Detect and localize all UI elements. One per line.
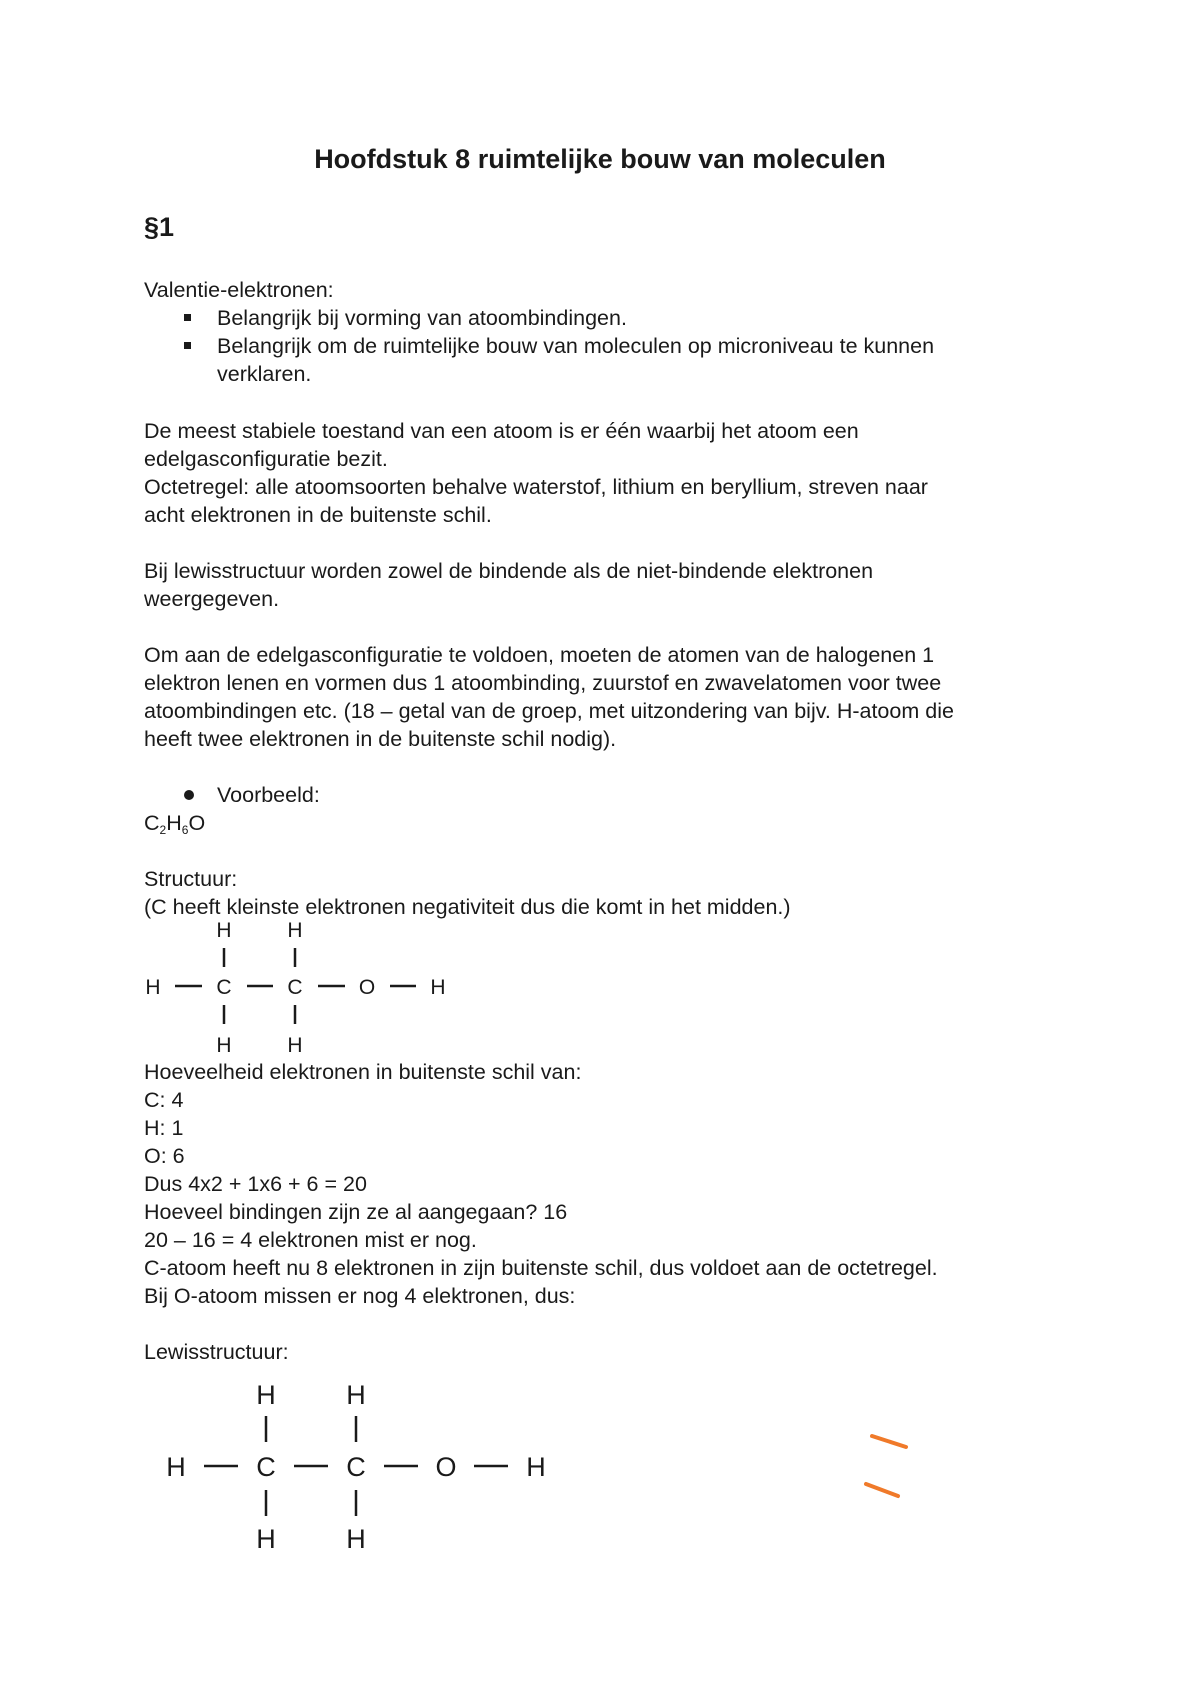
- calc-c: C: 4: [144, 1088, 184, 1112]
- calc-o: O: 6: [144, 1144, 185, 1168]
- paragraph-stabiel-1: De meest stabiele toestand van een atoom is er één waarbij het atoom een: [144, 419, 859, 443]
- lewis-atom-o: O: [435, 1452, 457, 1482]
- paragraph-edelgas-1: Om aan de edelgasconfiguratie te voldoen, moeten de atomen van de halogenen 1: [144, 643, 935, 667]
- lewis-atom-h-right: H: [526, 1452, 546, 1482]
- atom-c-1: C: [216, 976, 232, 999]
- calc-sum: Dus 4x2 + 1x6 + 6 = 20: [144, 1172, 367, 1196]
- calc-o-atom: Bij O-atoom missen er nog 4 elektronen, dus:: [144, 1284, 576, 1308]
- page-title: Hoofdstuk 8 ruimtelijke bouw van moleculen: [314, 144, 886, 174]
- lone-pair-mark-2: [866, 1484, 898, 1496]
- atom-h-top-2: H: [287, 919, 303, 942]
- list-item: Voorbeeld:: [144, 781, 1079, 809]
- atom-h-top-1: H: [216, 919, 232, 942]
- calc-bonds: Hoeveel bindingen zijn ze al aangegaan? 16: [144, 1200, 568, 1224]
- atom-h-bottom-2: H: [287, 1034, 303, 1057]
- calc-h: H: 1: [144, 1116, 184, 1140]
- list-item: Belangrijk bij vorming van atoombindingen.: [144, 304, 1079, 332]
- atom-h-right: H: [430, 976, 446, 999]
- atom-h-left: H: [145, 976, 161, 999]
- paragraph-edelgas-4: heeft twee elektronen in de buitenste schil nodig).: [144, 727, 617, 751]
- structuur-label: Structuur:: [144, 867, 238, 891]
- atom-o: O: [358, 976, 376, 999]
- list-item: Belangrijk om de ruimtelijke bouw van moleculen op microniveau te kunnen: [144, 332, 1079, 360]
- formula: $C_2H_6O$: [144, 811, 206, 837]
- paragraph-octet-1: Octetregel: alle atoomsoorten behalve waterstof, lithium en beryllium, streven naar: [144, 475, 928, 499]
- round-bullet-icon: [184, 790, 194, 800]
- voorbeeld-list: [144, 781, 1079, 809]
- section-heading: §1: [144, 212, 175, 242]
- paragraph-edelgas-3: atoombindingen etc. (18 – getal van de groep, met uitzondering van bijv. H-atoom die: [144, 699, 954, 723]
- calc-c-atom: C-atoom heeft nu 8 elektronen in zijn buitenste schil, dus voldoet aan de octetregel.: [144, 1256, 938, 1280]
- valentie-list: [144, 304, 1079, 388]
- lewis-atom-c-1: C: [256, 1452, 276, 1482]
- paragraph-stabiel-2: edelgasconfiguratie bezit.: [144, 447, 388, 471]
- lewis-atom-c-2: C: [346, 1452, 366, 1482]
- atom-c-2: C: [287, 976, 303, 999]
- valentie-heading: Valentie-elektronen:: [144, 278, 334, 302]
- square-bullet-icon: [184, 314, 191, 321]
- lewis-atom-h-top-2: H: [346, 1380, 366, 1410]
- paragraph-edelgas-2: elektron lenen en vormen dus 1 atoombinding, zuurstof en zwavelatomen voor twee: [144, 671, 942, 695]
- paragraph-lewis-1: Bij lewisstructuur worden zowel de bindende als de niet-bindende elektronen: [144, 559, 874, 583]
- paragraph-octet-2: acht elektronen in de buitenste schil.: [144, 503, 492, 527]
- lewis-label: Lewisstructuur:: [144, 1340, 289, 1364]
- atom-h-bottom-1: H: [216, 1034, 232, 1057]
- lewis-atom-h-bottom-1: H: [256, 1524, 276, 1554]
- paragraph-lewis-2: weergegeven.: [144, 587, 280, 611]
- lewis-atom-h-top-1: H: [256, 1380, 276, 1410]
- structuur-note: (C heeft kleinste elektronen negativiteit dus die komt in het midden.): [144, 895, 791, 919]
- lewis-atom-h-bottom-2: H: [346, 1524, 366, 1554]
- lone-pair-mark-1: [872, 1436, 906, 1447]
- calc-heading: Hoeveelheid elektronen in buitenste schil van:: [144, 1060, 582, 1084]
- lewis-atom-h-left: H: [166, 1452, 186, 1482]
- calc-missing: 20 – 16 = 4 elektronen mist er nog.: [144, 1228, 477, 1252]
- list-item: verklaren.: [217, 362, 312, 386]
- square-bullet-icon: [184, 342, 191, 349]
